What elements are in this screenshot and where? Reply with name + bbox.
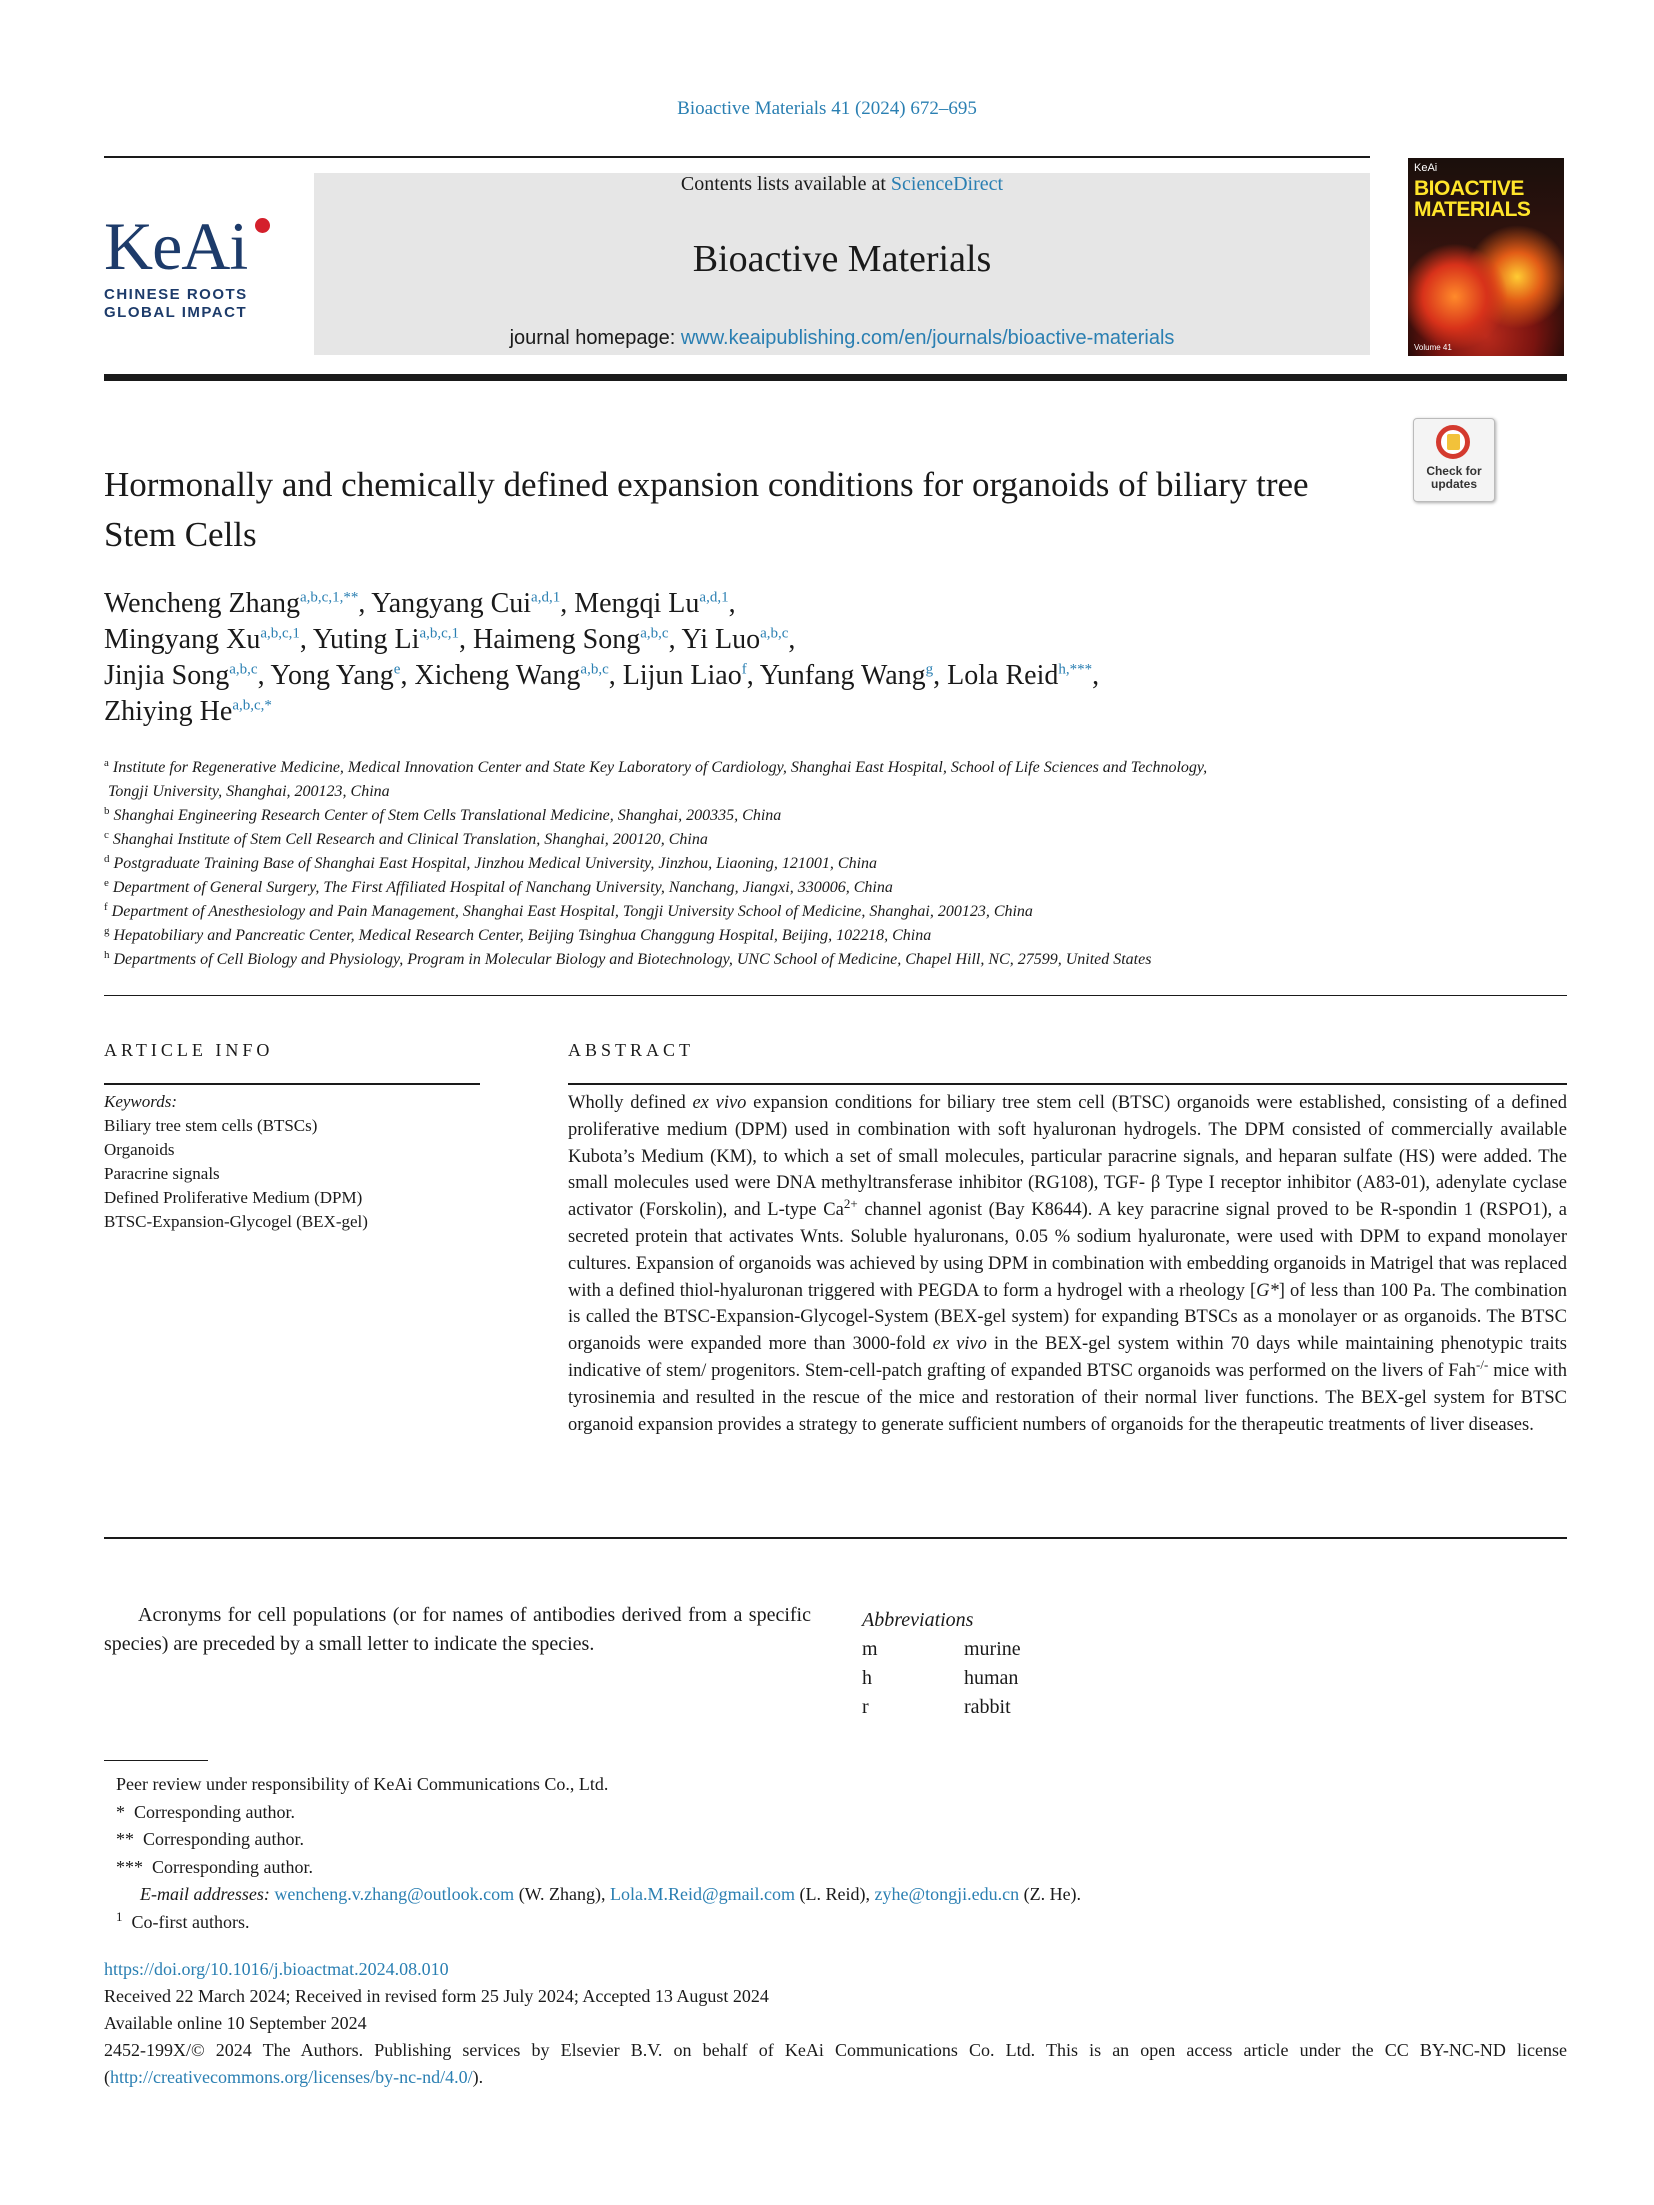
logo-wordmark: KeAi [104, 212, 280, 280]
keywords-block [104, 1090, 480, 1234]
affiliation-item: $^h$ Departments of Cell Biology and Physiology, Program in Molecular Biology and Biotechnology, UNC School of Medicine, Chapel Hill, NC, 27599, United States [104, 948, 1152, 968]
author-list [104, 586, 1404, 730]
author-affil-marks[interactable]: a,b,c,1,** [300, 589, 359, 606]
cover-publisher: KeAi [1414, 162, 1438, 174]
author-name: Xicheng Wang [414, 660, 581, 691]
author-name: Mingyang Xu [104, 624, 261, 655]
journal-cover-image [1408, 158, 1564, 356]
affiliation-item: $^d$ Postgraduate Training Base of Shanghai East Hospital, Jinzhou Medical University, Jinzhou, Liaoning, 121001, China [104, 852, 878, 872]
author-affil-marks[interactable]: a,d,1 [531, 589, 561, 606]
contents-available-line: Contents lists available at ScienceDirect [680, 173, 1004, 195]
author-line-3: Jinjia Song$^{a,b,c}$, Yong Yang$^e$, Xicheng Wang$^{a,b,c}$, Lijun Liao$^f$, Yunfang Wang$^g$, Lola Reid$^{h,***}$, [104, 660, 1100, 691]
logo-tagline: CHINESE ROOTS GLOBAL IMPACT [104, 286, 248, 321]
publication-info [104, 1956, 1567, 2091]
keyword-item: BTSC-Expansion-Glycogel (BEX-gel) [104, 1212, 368, 1231]
header-thick-rule [104, 374, 1567, 381]
keywords-label: Keywords: [104, 1092, 178, 1111]
footnote-rule [104, 1760, 208, 1761]
author-name: Yong Yang [270, 660, 394, 691]
check-for-updates-label: Check for updates [1426, 464, 1482, 491]
keyword-item: Biliary tree stem cells (BTSCs) [104, 1116, 318, 1135]
author-name: Lola Reid [947, 660, 1059, 691]
author-affil-marks[interactable]: g [925, 661, 934, 678]
author-affil-marks[interactable]: a,b,c [640, 625, 669, 642]
logo-dot [255, 218, 270, 233]
article-info-rule [104, 1083, 480, 1085]
journal-name: Bioactive Materials [692, 238, 992, 280]
abbreviations-table [862, 1606, 1162, 1722]
check-for-updates-button[interactable] [1413, 418, 1495, 502]
author-affil-marks[interactable]: a,b,c,* [232, 697, 272, 714]
affiliation-item: $^b$ Shanghai Engineering Research Center of Stem Cells Translational Medicine, Shanghai, 200335, China [104, 804, 782, 824]
received-dates: Received 22 March 2024; Received in revised form 25 July 2024; Accepted 13 August 2024 [104, 1986, 769, 2006]
abstract-heading: ABSTRACT [568, 1040, 695, 1060]
author-affil-marks[interactable]: a,b,c,1 [419, 625, 460, 642]
affiliation-item: $^a$ Institute for Regenerative Medicine, Medical Innovation Center and State Key Laboratory of Cardiology, Shanghai East Hospital, School of Life Sciences and Technology, [104, 756, 1208, 776]
cover-volume: Volume 41 [1414, 343, 1452, 352]
abbreviations-title: Abbreviations [862, 1609, 974, 1631]
author-name: Wencheng Zhang [104, 588, 300, 619]
acronyms-paragraph: Acronyms for cell populations (or for names of antibodies derived from a specific species) are preceded by a small letter to indicate the species. [104, 1604, 811, 1655]
author-name: Yi Luo [681, 624, 761, 655]
article-title: Hormonally and chemically defined expansion conditions for organoids of biliary tree Stem Cells [104, 465, 1309, 554]
co-first-authors-note: $^1$ Co-first authors. [116, 1908, 250, 1932]
author-name: Zhiying He [104, 696, 233, 727]
affiliation-item: $^f$ Department of Anesthesiology and Pain Management, Shanghai East Hospital, Tongji University School of Medicine, Shanghai, 200123, China [104, 900, 1033, 920]
journal-homepage-line: journal homepage: www.keaipublishing.com/en/journals/bioactive-materials [509, 327, 1175, 349]
email-link[interactable]: wencheng.v.zhang@outlook.com [274, 1884, 515, 1904]
keyword-item: Defined Proliferative Medium (DPM) [104, 1188, 363, 1207]
sciencedirect-link[interactable]: ScienceDirect [890, 173, 1004, 195]
author-name: Yunfang Wang [759, 660, 926, 691]
publisher-logo [104, 208, 280, 327]
affiliation-item: $^g$ Hepatobiliary and Pancreatic Center, Medical Research Center, Beijing Tsinghua Changgung Hospital, Beijing, 102218, China [104, 924, 932, 944]
abstract-rule [568, 1083, 1567, 1085]
doi-link[interactable]: https://doi.org/10.1016/j.bioactmat.2024.08.010 [104, 1959, 449, 1979]
affiliation-item: $^e$ Department of General Surgery, The First Affiliated Hospital of Nanchang University, Nanchang, Jiangxi, 330006, China [104, 876, 893, 896]
abstract-bottom-rule [104, 1537, 1567, 1539]
cover-title: BIOACTIVE MATERIALS [1414, 177, 1531, 221]
email-link[interactable]: Lola.M.Reid@gmail.com [610, 1884, 796, 1904]
email-addresses: E-mail addresses: wencheng.v.zhang@outlook.com (W. Zhang), Lola.M.Reid@gmail.com (L. Reid), zyhe@tongji.edu.cn (Z. He). [140, 1884, 1082, 1904]
abbreviation-row: m murine [862, 1638, 1021, 1660]
author-name: Yangyang Cui [371, 588, 532, 619]
author-affil-marks[interactable]: a,b,c,1 [260, 625, 300, 642]
author-line-4 [104, 694, 1404, 730]
affiliation-item: Tongji University, Shanghai, 200123, China [108, 783, 390, 800]
author-affil-marks[interactable]: a,b,c [760, 625, 789, 642]
footnotes-block [116, 1771, 1516, 1936]
author-affil-marks[interactable]: a,b,c [229, 661, 258, 678]
author-affil-marks[interactable]: e [393, 661, 401, 678]
affiliations-bottom-rule [104, 995, 1567, 996]
affiliation-item: $^c$ Shanghai Institute of Stem Cell Research and Clinical Translation, Shanghai, 200120, China [104, 828, 708, 848]
corresponding-author-note: *** Corresponding author. [116, 1856, 313, 1877]
keyword-item: Organoids [104, 1140, 175, 1159]
author-affil-marks[interactable]: a,d,1 [699, 589, 729, 606]
affiliation-list [104, 756, 1404, 996]
corresponding-author-note: ** Corresponding author. [116, 1829, 304, 1849]
abstract-text: Wholly defined ex vivo expansion conditions for biliary tree stem cell (BTSC) organoids were established, consisting of a defined proliferative medium (DPM) used in combination with soft hyaluronan hydrogels. The DPM consisted of commercially available Kubota’s Medium (KM), to which a set of small molecules, particular paracrine signals, and heparan sulfate (HS) were added. The small molecules used were DNA methyltransferase inhibitor (RG108), TGF- β Type I receptor inhibitor (A83-01), adenylate cyclase activator (Forskolin), and L-type $Ca^{2+}$ channel agonist (Bay K8644). A key paracrine signal proved to be R-spondin 1 (RSPO1), a secreted protein that activates Wnts. Soluble hyaluronans, 0.05 % sodium hyaluronate, were used with DPM to expand monolayer cultures. Expansion of organoids was achieved by using DPM in combination with embedding organoids in Matrigel that was replaced with a defined thiol-hyaluronan triggered with PEGDA to form a hydrogel with a rheology [G*] of less than 100 Pa. The combination is called the BTSC-Expansion-Glycogel-System (BEX-gel system) for expanding BTSCs as a monolayer or as organoids. The BTSC organoids were expanded more than 3000-fold ex vivo in the BEX-gel system within 70 days while maintaining phenotypic traits indicative of stem/ progenitors. Stem-cell-patch grafting of expanded BTSC organoids was performed on the livers of Fah-/- mice with tyrosinemia and resulted in the rescue of the mice and restoration of their normal liver functions. The BEX-gel system for BTSC organoid expansion provides a strategy to generate sufficient numbers of organoids for the therapeutic treatments of liver diseases. [568, 1093, 1568, 1435]
corresponding-author-note: * Corresponding author. [116, 1801, 295, 1822]
author-affil-marks[interactable]: f [741, 661, 747, 678]
journal-reference [0, 98, 1654, 120]
abbreviation-row: r rabbit [862, 1696, 1011, 1718]
update-badge-icon [1436, 425, 1470, 459]
journal-reference-link[interactable]: Bioactive Materials 41 (2024) 672–695 [677, 98, 977, 119]
author-line-2: Mingyang Xu$^{a,b,c,1}$, Yuting Li$^{a,b,c,1}$, Haimeng Song$^{a,b,c}$, Yi Luo$^{a,b,c}$, [104, 624, 796, 655]
email-link[interactable]: zyhe@tongji.edu.cn [874, 1884, 1020, 1904]
keyword-item: Paracrine signals [104, 1164, 220, 1183]
journal-homepage-link[interactable]: www.keaipublishing.com/en/journals/bioactive-materials [680, 327, 1175, 349]
header-top-rule [104, 156, 1370, 158]
author-name: Lijun Liao [622, 660, 742, 691]
author-affil-marks[interactable]: h,*** [1058, 661, 1093, 678]
available-online-date: Available online 10 September 2024 [104, 2013, 367, 2033]
author-name: Jinjia Song [104, 660, 230, 691]
journal-header-box [314, 173, 1370, 355]
author-name: Haimeng Song [473, 624, 641, 655]
abbreviation-row: h human [862, 1667, 1019, 1689]
author-name: Mengqi Lu [574, 588, 700, 619]
license-statement: 2452-199X/© 2024 The Authors. Publishing services by Elsevier B.V. on behalf of KeAi Communications Co. Ltd. This is an open access article under the CC BY-NC-ND license (http://creativecommons.org/licenses/by-nc-nd/4.0/). [104, 2040, 1567, 2087]
author-line-1: Wencheng Zhang$^{a,b,c,1,**}$, Yangyang Cui$^{a,d,1}$, Mengqi Lu$^{a,d,1}$, [104, 588, 736, 619]
license-link[interactable]: http://creativecommons.org/licenses/by-nc-nd/4.0/ [110, 2067, 473, 2087]
affiliation-item [104, 972, 1404, 996]
article-info-heading: ARTICLE INFO [104, 1040, 274, 1060]
peer-review-note: Peer review under responsibility of KeAi Communications Co., Ltd. [116, 1774, 609, 1794]
author-affil-marks[interactable]: a,b,c [580, 661, 609, 678]
author-name: Yuting Li [312, 624, 420, 655]
